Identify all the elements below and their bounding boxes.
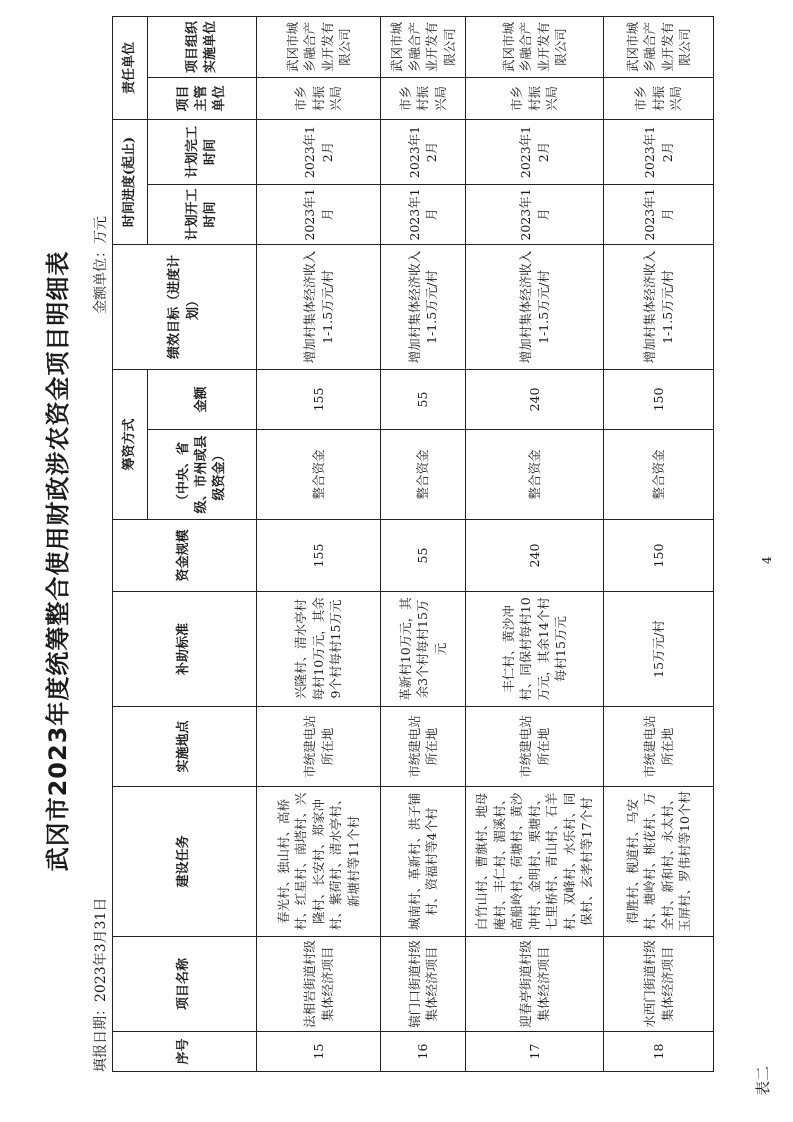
cell-location: 市统建电站所在地 — [257, 707, 381, 787]
project-table — [112, 16, 714, 1072]
cell-start: 2023年1月 — [257, 184, 381, 244]
cell-location: 市统建电站所在地 — [466, 707, 604, 787]
cell-fund-source: 整合资金 — [466, 430, 604, 520]
header-construction-task: 建设任务 — [113, 787, 257, 937]
header-seq: 序号 — [113, 1032, 257, 1072]
cell-fund-source: 整合资金 — [381, 430, 466, 520]
header-schedule: 时间进度(起止) — [113, 119, 148, 244]
header-end-time: 计划完工时间 — [148, 119, 257, 184]
cell-end: 2023年12月 — [466, 119, 604, 184]
cell-subsidy: 丰仁村、黄沙冲村、同保村每村10万元，其余14个村每村15万元 — [466, 592, 604, 707]
header-fund-scale: 资金规模 — [113, 520, 257, 592]
table-row — [466, 16, 604, 1071]
cell-project-name: 水西门街道村级集体经济项目 — [604, 937, 714, 1032]
cell-goal: 增加村集体经济收入1-1.5万元/村 — [381, 244, 466, 369]
cell-implementer: 武冈市城乡融合产业开发有限公司 — [257, 16, 381, 77]
header-performance-goal: 绩效目标（进度计划） — [113, 244, 257, 369]
cell-subsidy: 15万元/村 — [604, 592, 714, 707]
header-fund-source: （中央、省级、市州或县级资金） — [148, 430, 257, 520]
cell-project-name: 辕门口街道村级集体经济项目 — [381, 937, 466, 1032]
header-implementer: 项目组织实施单位 — [148, 16, 257, 77]
cell-supervisor: 市乡村振兴局 — [257, 77, 381, 119]
cell-task: 得胜村、枧道村、马安村、塘岭村、桃花村、万全村、新和村、永太村、玉屏村、罗伟村等10个村 — [604, 787, 714, 937]
cell-implementer: 武冈市城乡融合产业开发有限公司 — [381, 16, 466, 77]
header-project-name: 项目名称 — [113, 937, 257, 1032]
header-supervisor: 项目主管单位 — [148, 77, 257, 119]
cell-task: 白竹山村、曹旗村、地母庵村、丰仁村、湄溪村、高船岭村、荷塘村、黄沙冲村、金明村、栗塘村、七里桥村、青山村、石羊村、双峰村、水乐村、同保村、玄孝村等17个村 — [466, 787, 604, 937]
cell-implementer: 武冈市城乡融合产业开发有限公司 — [604, 16, 714, 77]
cell-seq: 15 — [257, 1032, 381, 1072]
cell-subsidy: 兴隆村、清水亭村每村10万元，其余9个村每村15万元 — [257, 592, 381, 707]
cell-start: 2023年1月 — [381, 184, 466, 244]
cell-seq: 18 — [604, 1032, 714, 1072]
cell-fund-source: 整合资金 — [604, 430, 714, 520]
cell-end: 2023年12月 — [604, 119, 714, 184]
cell-amount: 155 — [257, 369, 381, 429]
cell-task: 城南村、革新村、洪子铺村、资福村等4个村 — [381, 787, 466, 937]
cell-project-name: 迎春亭街道村级集体经济项目 — [466, 937, 604, 1032]
cell-start: 2023年1月 — [466, 184, 604, 244]
table-row — [257, 16, 381, 1071]
cell-project-name: 法相岩街道村级集体经济项目 — [257, 937, 381, 1032]
header-funding-method: 筹资方式 — [113, 369, 148, 519]
cell-fund-scale: 55 — [381, 520, 466, 592]
cell-goal: 增加村集体经济收入1-1.5万元/村 — [257, 244, 381, 369]
cell-supervisor: 市乡村振兴局 — [466, 77, 604, 119]
cell-amount: 150 — [604, 369, 714, 429]
cell-supervisor: 市乡村振兴局 — [381, 77, 466, 119]
cell-fund-scale: 150 — [604, 520, 714, 592]
cell-start: 2023年1月 — [604, 184, 714, 244]
cell-end: 2023年12月 — [257, 119, 381, 184]
header-amount: 金额 — [148, 369, 257, 429]
header-location: 实施地点 — [113, 707, 257, 787]
header-subsidy: 补助标准 — [113, 592, 257, 707]
cell-seq: 17 — [466, 1032, 604, 1072]
cell-fund-source: 整合资金 — [257, 430, 381, 520]
cell-fund-scale: 155 — [257, 520, 381, 592]
header-responsible: 责任单位 — [113, 16, 148, 119]
cell-amount: 240 — [466, 369, 604, 429]
cell-location: 市统建电站所在地 — [381, 707, 466, 787]
cell-subsidy: 革新村10万元，其余3个村每村15万元 — [381, 592, 466, 707]
cell-task: 春光村、独山村、高桥村、红星村、南塔村、兴隆村、长安村、郑家冲村、紫荷村、清水亭村、新塘村等11个村 — [257, 787, 381, 937]
amount-unit: 金额单位：万元 — [93, 216, 109, 314]
header-row-1 — [113, 16, 148, 1071]
cell-fund-scale: 240 — [466, 520, 604, 592]
header-start-time: 计划开工时间 — [148, 184, 257, 244]
cell-seq: 16 — [381, 1032, 466, 1072]
cell-goal: 增加村集体经济收入1-1.5万元/村 — [604, 244, 714, 369]
table-row — [604, 16, 714, 1071]
cell-implementer: 武冈市城乡融合产业开发有限公司 — [466, 16, 604, 77]
page-number: 4 — [760, 556, 774, 564]
page-title: 武冈市2023年度统筹整合使用财政涉农资金项目明细表 — [44, 250, 72, 872]
cell-location: 市统建电站所在地 — [604, 707, 714, 787]
cell-end: 2023年12月 — [381, 119, 466, 184]
fill-date: 填报日期：2023年3月31日 — [93, 897, 109, 1072]
side-label: 表二 — [754, 1065, 772, 1096]
table-row — [381, 16, 466, 1071]
cell-amount: 55 — [381, 369, 466, 429]
cell-supervisor: 市乡村振兴局 — [604, 77, 714, 119]
cell-goal: 增加村集体经济收入1-1.5万元/村 — [466, 244, 604, 369]
